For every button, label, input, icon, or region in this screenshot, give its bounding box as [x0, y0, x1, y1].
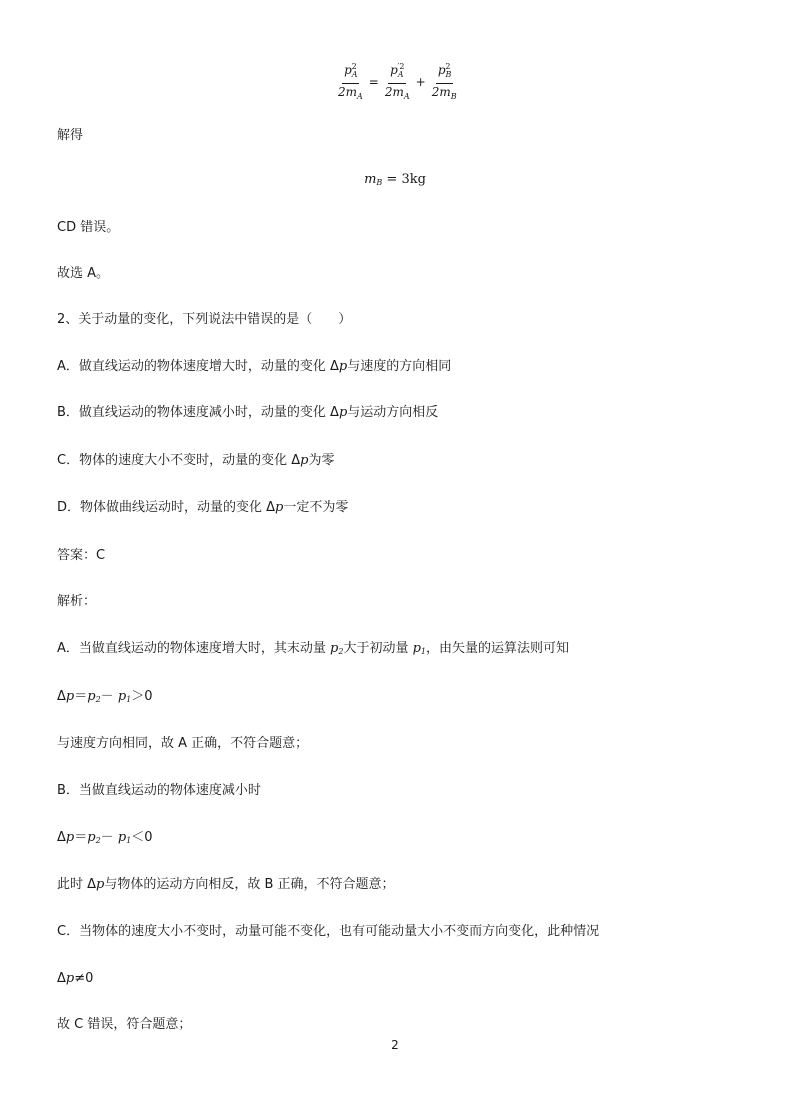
minus-sign: － [100, 689, 118, 704]
eq-sub: A [403, 92, 410, 101]
option-text: 为零 [308, 453, 335, 468]
option-a [57, 358, 451, 376]
momentum-var: p [300, 453, 309, 468]
momentum-sub: 1 [420, 647, 427, 656]
explanation-a [57, 640, 569, 661]
momentum-var: p [87, 830, 96, 845]
equals-sign: = [368, 75, 379, 89]
answer-line: 答案：C [57, 548, 106, 563]
option-text: 与速度的方向相同 [347, 359, 452, 374]
eq-term: 2m [384, 85, 404, 99]
eq-sub: B [450, 92, 457, 101]
momentum-sub: 2 [95, 695, 101, 704]
option-b [57, 404, 438, 422]
momentum-var: p [65, 971, 75, 986]
eq-term: p [390, 63, 398, 77]
conclusion-c: 故 C 错误，符合题意； [57, 1017, 192, 1032]
explanation-b: B．当做直线运动的物体速度减小时 [57, 783, 261, 798]
option-text: D．物体做曲线运动时，动量的变化 Δ [57, 500, 276, 515]
fraction-r1 [383, 60, 412, 104]
option-d [57, 499, 348, 517]
eq-term: 2m [338, 85, 358, 99]
eq-sup: 2 [445, 62, 451, 71]
eq-sub: A [397, 70, 404, 79]
mass-var: m [364, 172, 377, 187]
momentum-var: p [338, 405, 348, 420]
mass-b-result [0, 172, 790, 187]
choose-a-text: 故选 A。 [57, 266, 110, 281]
delta-symbol: Δ [57, 971, 66, 986]
formula-delta-p-negative [57, 829, 153, 850]
eq-term: p [437, 63, 446, 77]
delta-symbol: Δ [57, 830, 66, 845]
explanation-c: C．当物体的速度大小不变时，动量可能不变化，也有可能动量大小不变而方向变化，此种情况 [57, 924, 600, 939]
equals-sign: ＝ [74, 689, 88, 704]
option-text: A．做直线运动的物体速度增大时，动量的变化 Δ [57, 359, 339, 374]
exp-text: 此时 Δ [57, 877, 97, 892]
momentum-energy-equation [334, 62, 461, 102]
formula-delta-p-positive [57, 688, 153, 709]
formula-delta-p-nonzero [57, 970, 93, 988]
momentum-var: p [117, 689, 127, 704]
exp-text: ，由矢量的运算法则可知 [426, 641, 570, 656]
fraction-r2 [430, 60, 459, 104]
momentum-var: p [117, 830, 127, 845]
eq-sup: 2 [351, 62, 357, 71]
minus-sign: － [100, 830, 118, 845]
momentum-var: p [330, 641, 339, 656]
relation: ＞0 [131, 689, 153, 704]
eq-sup: ′2 [397, 62, 405, 71]
eq-term: 2m [431, 85, 451, 99]
option-text: C．物体的速度大小不变时，动量的变化 Δ [57, 453, 301, 468]
momentum-sub: 1 [126, 836, 132, 845]
analysis-label: 解析： [57, 594, 97, 609]
option-c [57, 452, 334, 470]
momentum-var: p [96, 877, 105, 892]
solve-label: 解得 [57, 128, 84, 143]
question-2: 2、关于动量的变化，下列说法中错误的是（ ） [57, 312, 352, 327]
plus-sign: + [415, 75, 426, 89]
exp-text: A．当做直线运动的物体速度增大时，其末动量 [57, 641, 331, 656]
cd-wrong-text: CD 错误。 [57, 220, 120, 235]
page-number: 2 [391, 1038, 399, 1052]
equals-sign: ＝ [74, 830, 88, 845]
eq-sub: A [351, 70, 358, 79]
momentum-var: p [412, 641, 421, 656]
momentum-sub: 2 [338, 647, 344, 656]
fraction-lhs [336, 60, 365, 104]
delta-symbol: Δ [57, 689, 66, 704]
momentum-sub: 2 [95, 836, 101, 845]
momentum-var: p [338, 359, 348, 374]
exp-text: 大于初动量 [343, 641, 413, 656]
relation: ＜0 [131, 830, 153, 845]
momentum-sub: 1 [126, 695, 132, 704]
mass-sub: B [376, 178, 383, 187]
exp-text: 与物体的运动方向相反，故 B 正确，不符合题意； [104, 877, 395, 892]
momentum-var: p [87, 689, 96, 704]
relation: ≠0 [74, 971, 94, 986]
momentum-var: p [65, 830, 75, 845]
option-text: 一定不为零 [283, 500, 349, 515]
conclusion-a: 与速度方向相同，故 A 正确，不符合题意； [57, 736, 309, 751]
eq-sub: B [445, 70, 452, 79]
eq-term: p [344, 63, 352, 77]
option-text: 与运动方向相反 [347, 405, 439, 420]
conclusion-b [57, 876, 395, 894]
mass-value: = 3kg [382, 172, 426, 187]
eq-sub: A [357, 92, 363, 101]
option-text: B．做直线运动的物体速度减小时，动量的变化 Δ [57, 405, 339, 420]
momentum-var: p [275, 500, 284, 515]
momentum-var: p [65, 689, 75, 704]
